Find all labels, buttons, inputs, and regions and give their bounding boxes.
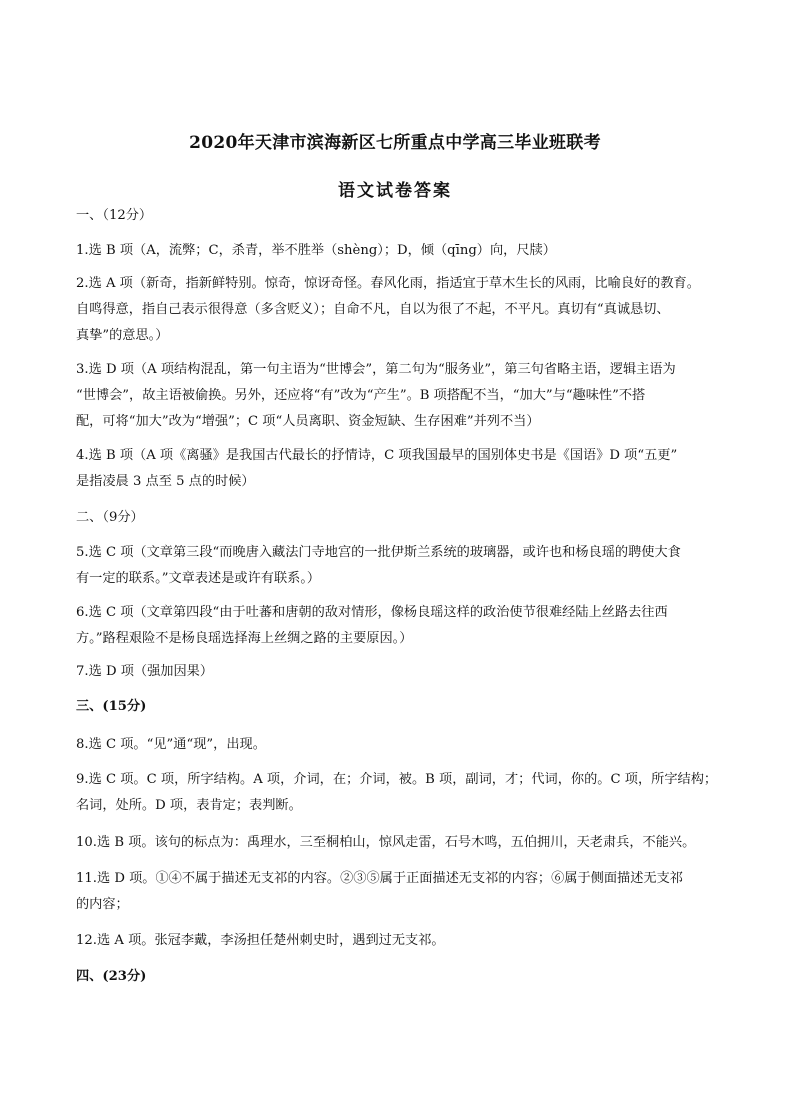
answer-line: 的内容； [76,897,129,912]
section-3-heading [76,694,716,720]
answer-line: 配，可将“加大”改为“增强”；C 项“人员离职、资金短缺、生存困难”并列不当） [76,414,540,429]
answer-item-9 [76,767,716,819]
answer-line: 9.选 C 项。C 项，所字结构。A 项，介词，在；介词，被。B 项，副词，才；代词，你的。C 项，所字结构； [76,772,718,787]
answer-item-1 [76,238,716,264]
answer-item-4 [76,443,716,495]
answer-line: 10.选 B 项。该句的标点为：禹理水，三至桐柏山，惊风走雷，石号木鸣，五伯拥川，天老肃兵，不能兴。 [76,835,696,850]
answer-line: 自鸣得意，指自己表示很得意（多含贬义）；自命不凡，自以为很了不起，不平凡。真切有“真诚恳切、 [76,302,670,317]
answer-item-6 [76,600,716,652]
section-heading: 一、（12分） [76,208,153,223]
answer-line: 2.选 A 项（新奇，指新鲜特别。惊奇，惊讶奇怪。春风化雨，指适宜于草木生长的风雨，比喻良好的教育。 [76,276,700,291]
section-heading: 二、（9分） [76,510,144,525]
section-heading: 四、(23分) [76,969,147,984]
answer-line: 3.选 D 项（A 项结构混乱，第一句主语为“世博会”，第二句为“服务业”，第三句省略主语，逻辑主语为 [76,362,676,377]
section-2-heading [76,505,716,531]
answer-line: 1.选 B 项（A，流弊；C，杀青，举不胜举（shèng）；D，倾（qīng）向，尺牍） [76,243,556,258]
answer-line: 12.选 A 项。张冠李戴，李汤担任楚州刺史时，遇到过无支祁。 [76,933,445,948]
answer-item-2 [76,271,716,349]
section-4-heading [76,964,716,990]
answer-line: 是指凌晨 3 点至 5 点的时候） [76,474,255,489]
answer-line: 7.选 D 项（强加因果） [76,664,214,679]
answer-line: 方。”路程艰险不是杨良瑶选择海上丝绸之路的主要原因。） [76,631,413,646]
answer-line: “世博会”，故主语被偷换。另外，还应将“有”改为“产生”。B 项搭配不当，“加大”与“趣味性”不搭 [76,388,646,403]
answer-item-11 [76,866,716,918]
answer-line: 5.选 C 项（文章第三段“而晚唐入藏法门寺地宫的一批伊斯兰系统的玻璃器，或许也和杨良瑶的聘使大食 [76,545,681,560]
answer-line: 有一定的联系。”文章表述是或许有联系。） [76,571,321,586]
answer-item-3 [76,357,716,435]
document-subtitle: 语文试卷答案 [338,181,452,201]
answer-line: 4.选 B 项（A 项《离骚》是我国古代最长的抒情诗，C 项我国最早的国别体史书是《国语》D 项“五更” [76,448,678,463]
answer-item-8 [76,732,716,758]
answer-item-5 [76,540,716,592]
answer-line: 名词，处所。D 项，表肯定；表判断。 [76,798,302,813]
answer-item-7 [76,659,716,685]
section-1-heading [76,203,716,229]
section-heading: 三、(15分) [76,699,147,714]
answer-line: 8.选 C 项。“见”通“现”，出现。 [76,737,266,752]
answer-item-12 [76,928,716,954]
document-title: 2020年天津市滨海新区七所重点中学高三毕业班联考 [189,133,601,153]
answer-item-10 [76,830,716,856]
answer-line: 真挚”的意思。） [76,328,169,343]
answer-line: 6.选 C 项（文章第四段“由于吐蕃和唐朝的敌对情形，像杨良瑶这样的政治使节很难经陆上丝路去往西 [76,605,668,620]
answer-line: 11.选 D 项。①④不属于描述无支祁的内容。②③⑤属于正面描述无支祁的内容；⑥属于侧面描述无支祁 [76,871,683,886]
